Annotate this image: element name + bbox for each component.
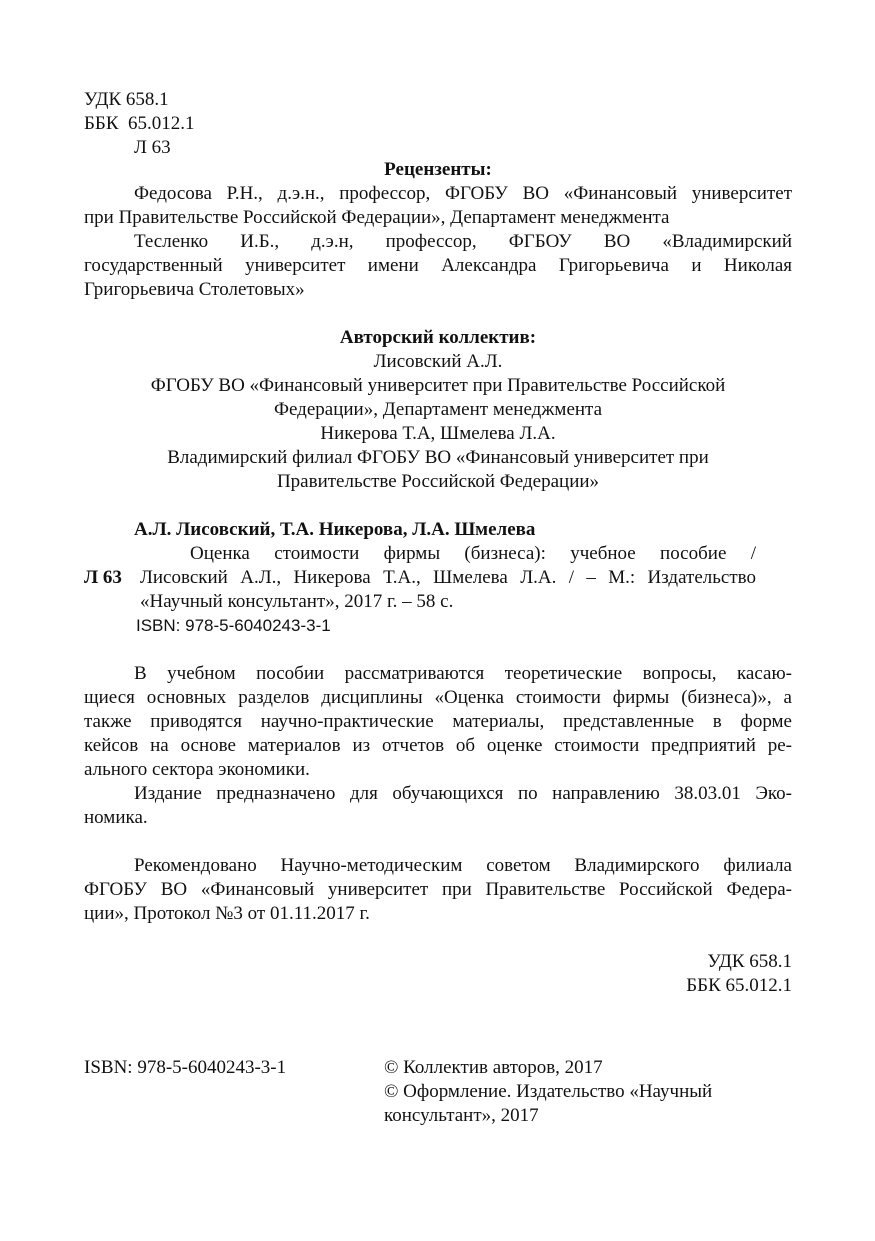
catalog-title-line: Оценка стоимости фирмы (бизнеса): учебное пособие / (190, 543, 756, 564)
reviewers-heading: Рецензенты: (384, 159, 492, 180)
annotation-p1-line-5: ального сектора экономики. (84, 759, 310, 780)
copyright-line-3: консультант», 2017 (384, 1105, 539, 1126)
udk-code: УДК 658.1 (84, 89, 169, 110)
recommendation-line-2: ФГОБУ ВО «Финансовый университет при Правительстве Российской Федера- (84, 879, 792, 900)
copyright-line-1: © Коллектив авторов, 2017 (384, 1057, 603, 1078)
catalog-line-3: «Научный консультант», 2017 г. – 58 с. (140, 591, 454, 612)
annotation-p1-line-2: щиеся основных разделов дисциплины «Оценка стоимости фирмы (бизнеса)», а (84, 687, 792, 708)
author-line-4: Никерова Т.А, Шмелева Л.А. (320, 423, 556, 444)
annotation-p1-line-4: кейсов на основе материалов из отчетов об оценке стоимости предприятий ре- (84, 735, 792, 756)
reviewer-2-line-3: Григорьевича Столетовых» (84, 279, 305, 300)
authors-heading: Авторский коллектив: (339, 327, 537, 348)
author-line-6: Правительстве Российской Федерации» (276, 471, 600, 492)
catalog-isbn: ISBN: 978-5-6040243-3-1 (136, 616, 331, 635)
reviewer-2-line-2: государственный университет имени Александра Григорьевича и Николая (84, 255, 792, 276)
author-line-5: Владимирский филиал ФГОБУ ВО «Финансовый университет при (167, 447, 709, 468)
reviewer-2-line-1: Тесленко И.Б., д.э.н, профессор, ФГБОУ ВО «Владимирский (134, 231, 792, 252)
catalog-mark: Л 63 (84, 567, 122, 588)
annotation-p1-line-3: также приводятся научно-практические материалы, представленные в форме (84, 711, 792, 732)
reviewer-1-line-2: при Правительстве Российской Федерации», Департамент менеджмента (84, 207, 670, 228)
reviewer-1-line-1: Федосова Р.Н., д.э.н., профессор, ФГОБУ ВО «Финансовый университет (134, 183, 792, 204)
bbk-code: ББК 65.012.1 (84, 113, 195, 134)
author-line-2: ФГОБУ ВО «Финансовый университет при Правительстве Российской (150, 375, 726, 396)
annotation-p2-line-2: номика. (84, 807, 148, 828)
bottom-bbk-code: ББК 65.012.1 (686, 975, 792, 996)
recommendation-line-1: Рекомендовано Научно-методическим советом Владимирского филиала (134, 855, 792, 876)
annotation-p1-line-1: В учебном пособии рассматриваются теоретические вопросы, касаю- (134, 663, 792, 684)
footer-isbn: ISBN: 978-5-6040243-3-1 (84, 1057, 287, 1078)
catalog-author-names: А.Л. Лисовский, Т.А. Никерова, Л.А. Шмелева (134, 519, 536, 540)
catalog-line-2: Лисовский А.Л., Никерова Т.А., Шмелева Л.А. / – М.: Издательство (140, 567, 756, 588)
annotation-p2-line-1: Издание предназначено для обучающихся по направлению 38.03.01 Эко- (134, 783, 792, 804)
recommendation-line-3: ции», Протокол №3 от 01.11.2017 г. (84, 903, 370, 924)
author-line-3: Федерации», Департамент менеджмента (273, 399, 603, 420)
bottom-udk-code: УДК 658.1 (707, 951, 792, 972)
author-mark: Л 63 (134, 137, 171, 158)
copyright-line-2: © Оформление. Издательство «Научный (384, 1081, 713, 1102)
author-line-1: Лисовский А.Л. (373, 351, 503, 372)
